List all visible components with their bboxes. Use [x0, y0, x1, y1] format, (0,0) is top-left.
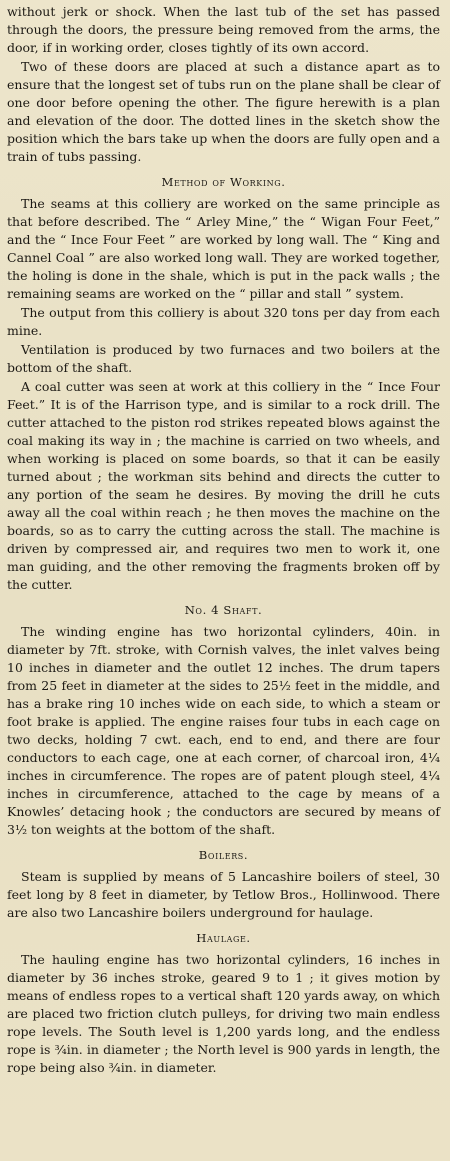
paragraph-door-closing: without jerk or shock. When the last tub of the set has passed through the doors, the pressure being removed from the arms, the door, if in working order, closes tightly of its own accord.: [7, 4, 440, 55]
heading-haulage: Haulage.: [196, 931, 251, 945]
paragraph-door-placement: Two of these doors are placed at such a distance apart as to ensure that the longest set of tubs run on the plane shall be clear of one door before opening the other. The figure herewith is a plan and elevation of the door. The dotted lines in the sketch show the position which the bars take up when the doors are fully open and a train of tubs passing.: [7, 59, 440, 164]
heading-no-4-shaft: No. 4 Shaft.: [184, 603, 263, 617]
paragraph-haulage: The hauling engine has two horizontal cylinders, 16 inches in diameter by 36 inches stroke, geared 9 to 1 ; it gives motion by means of endless ropes to a vertical shaft 120 yards away, on which are placed two friction clutch pulleys, for driving two main endless rope levels. The South level is 1,200 yards long, and the endless rope is ¾in. in diameter ; the North level is 900 yards in length, the rope being also ¾in. in diameter.: [7, 952, 440, 1075]
heading-method-of-working: Method of Working.: [161, 175, 286, 189]
paragraph-output: The output from this colliery is about 320 tons per day from each mine.: [7, 305, 440, 338]
paragraph-coal-cutter: A coal cutter was seen at work at this colliery in the “ Ince Four Feet.” It is of the Harrison type, and is similar to a rock drill. The cutter attached to the piston rod strikes repeated blows against the coal making its way in ; the machine is carried on two wheels, and when working is placed on some boards, so that it can be easily turned about ; the workman sits behind and directs the cutter to any portion of the seam he desires. By moving the drill he cuts away all the coal within reach ; he then moves the machine on the boards, so as to carry the cutting across the stall. The machine is driven by compressed air, and requires two men to work it, one man guiding, and the other removing the fragments broken off by the cutter.: [7, 379, 440, 592]
paragraph-ventilation: Ventilation is produced by two furnaces and two boilers at the bottom of the shaft.: [7, 342, 440, 375]
heading-boilers: Boilers.: [198, 848, 249, 862]
paragraph-seams: The seams at this colliery are worked on the same principle as that before described. The “ Arley Mine,” the “ Wigan Four Feet,” and the “ Ince Four Feet ” are worked by long wall. The “ King and Cannel Coal ” are also worked long wall. They are worked together, the holing is done in the shale, which is put in the pack walls ; the remaining seams are worked on the “ pillar and stall ” system.: [7, 196, 440, 301]
paragraph-winding-engine: The winding engine has two horizontal cylinders, 40in. in diameter by 7ft. stroke, with Cornish valves, the inlet valves being 10 inches in diameter and the outlet 12 inches. The drum tapers from 25 feet in diameter at the sides to 25½ feet in the middle, and has a brake ring 10 inches wide on each side, to which a steam or foot brake is applied. The engine raises four tubs in each cage on two decks, holding 7 cwt. each, end to end, and there are four conductors to each cage, one at each corner, of charcoal iron, 4¼ inches in circumference. The ropes are of patent plough steel, 4¼ inches in circumference, attached to the cage by means of a Knowles’ detacing hook ; the conductors are secured by means of 3½ ton weights at the bottom of the shaft.: [7, 624, 440, 837]
paragraph-boilers: Steam is supplied by means of 5 Lancashire boilers of steel, 30 feet long by 8 feet in diameter, by Tetlow Bros., Hollinwood. There are also two Lancashire boilers underground for haulage.: [7, 869, 440, 920]
